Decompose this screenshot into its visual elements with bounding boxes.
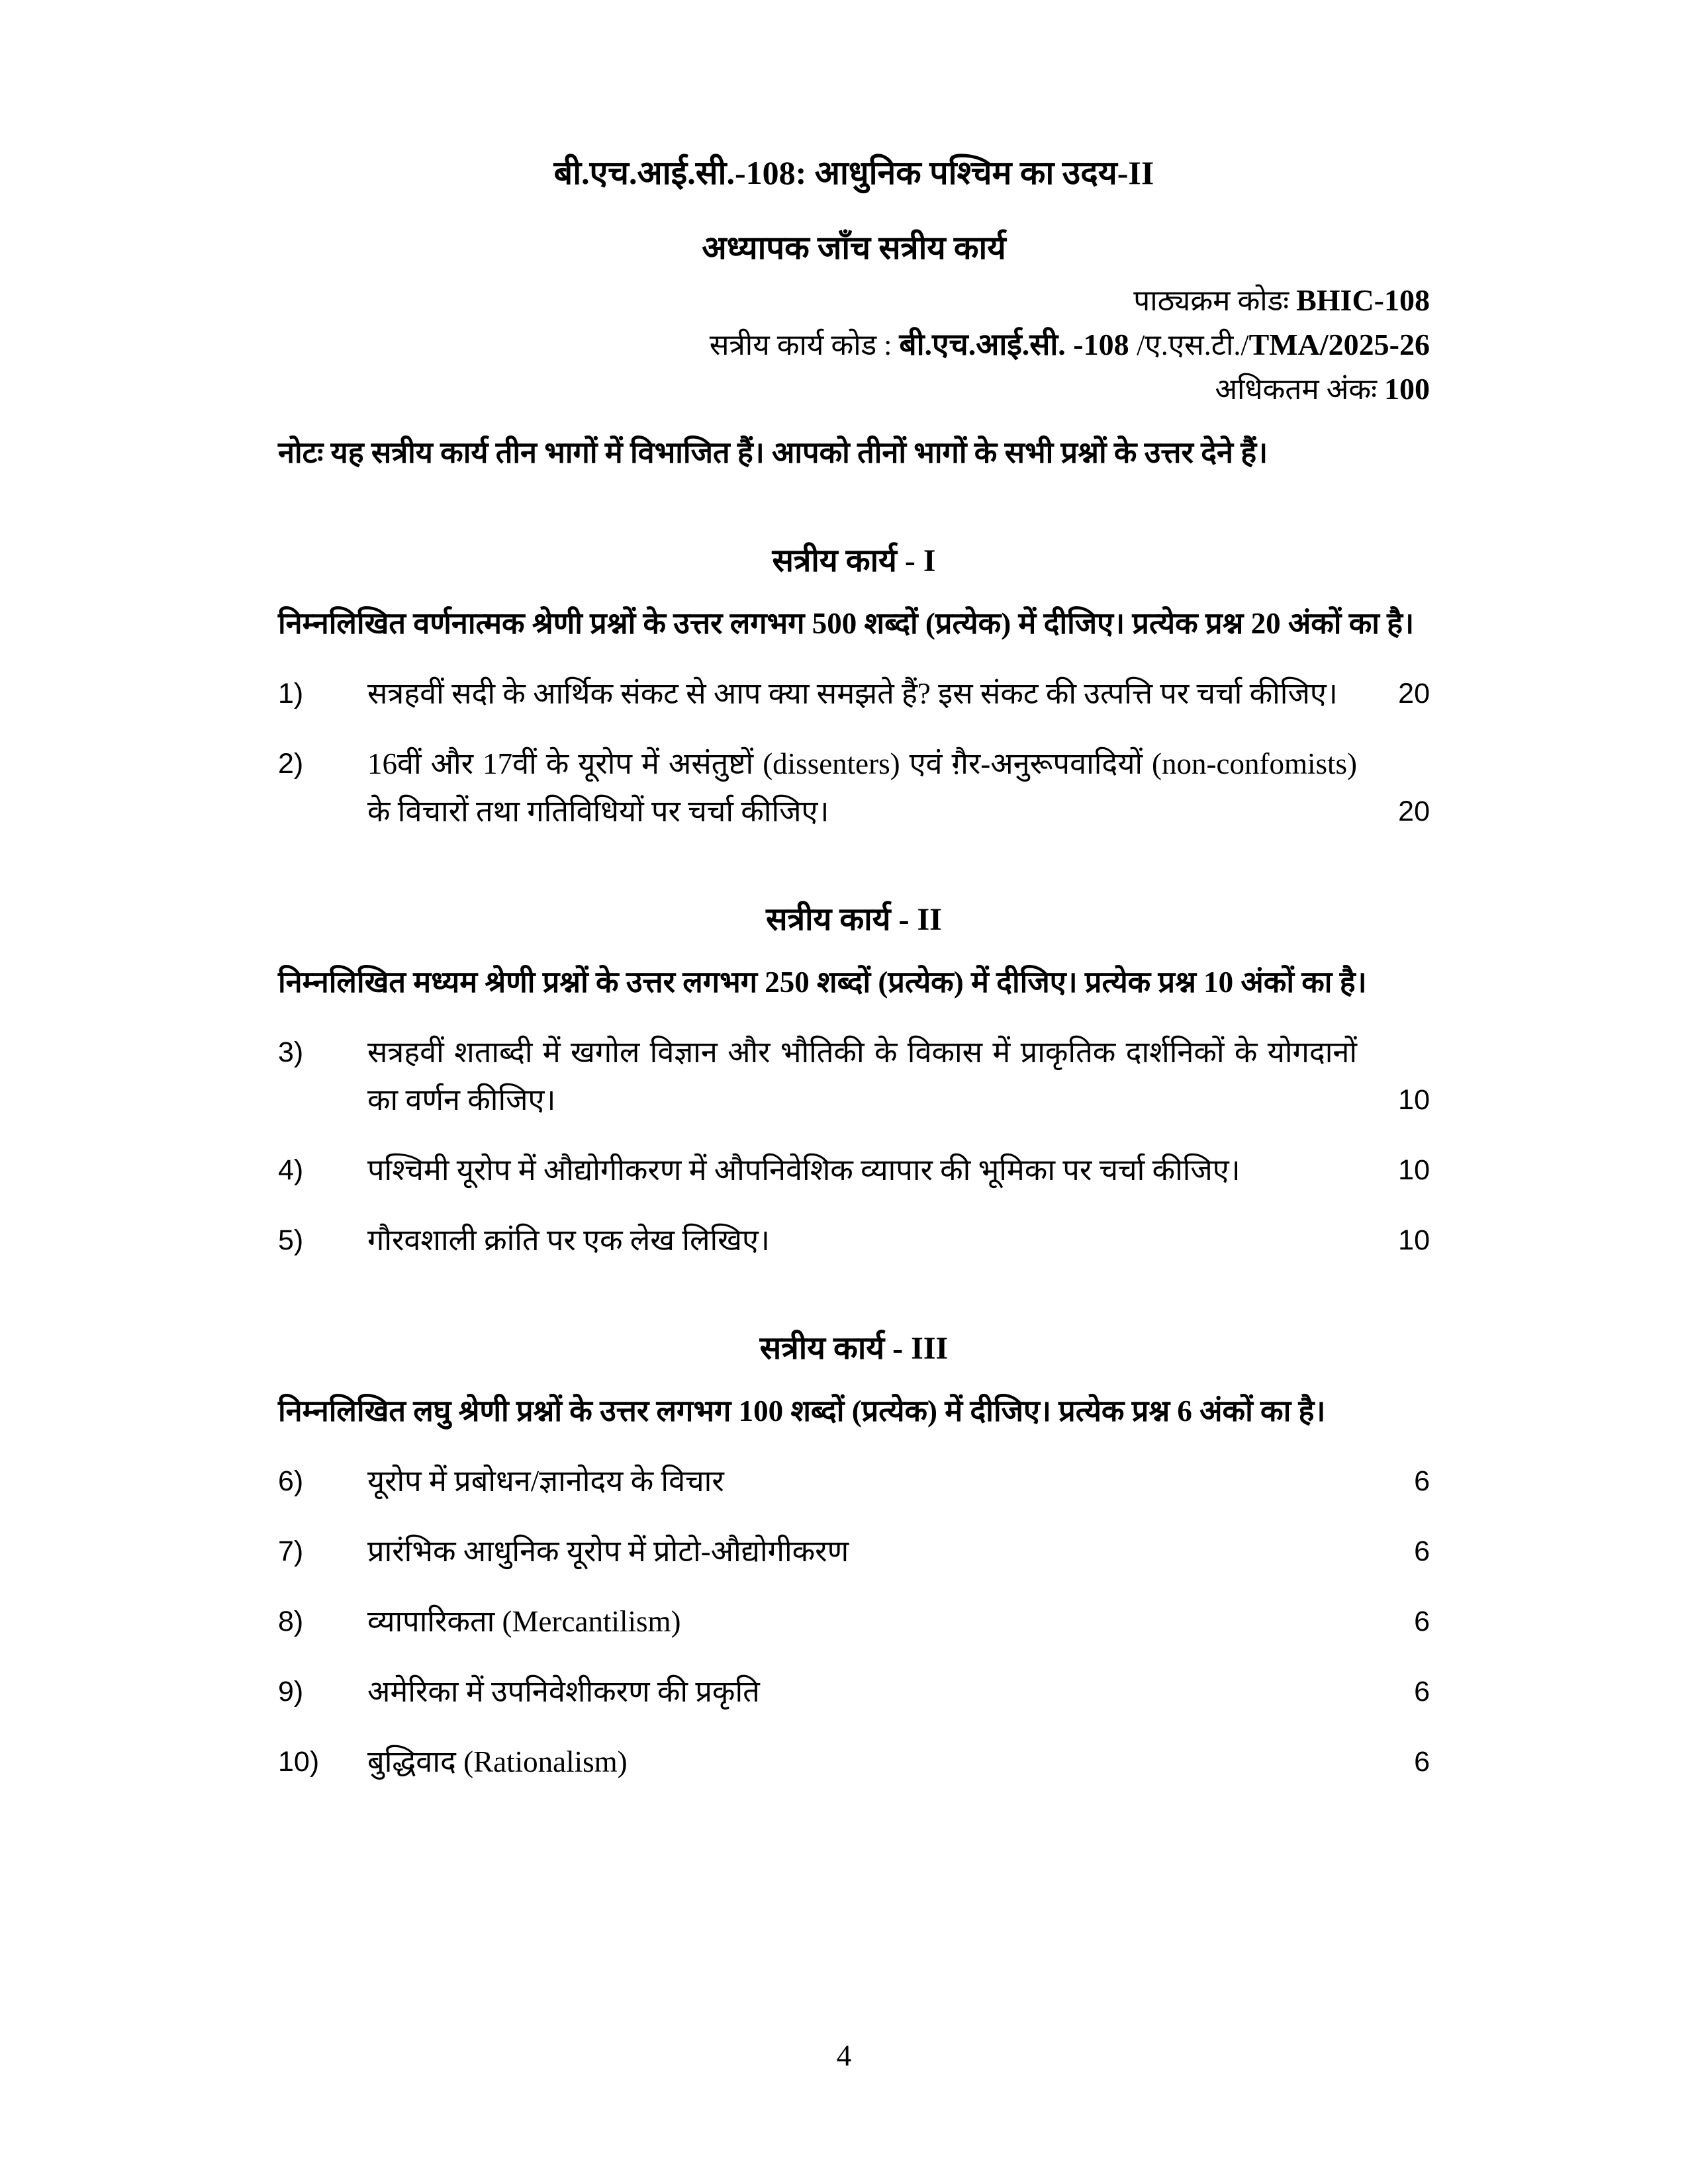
section-3-question-list bbox=[278, 1457, 1430, 1786]
question-marks: 10 bbox=[1398, 1084, 1430, 1116]
question-text: 16वीं और 17वीं के यूरोप में असंतुष्टों (dissenters) एवं ग़ैर-अनुरूपवादियों (non-confomists) के विचारों तथा गतिविधियों पर चर्चा कीजिए। bbox=[367, 747, 1357, 828]
question-text: व्यापारिकता (Mercantilism) bbox=[367, 1605, 681, 1638]
section-2 bbox=[278, 896, 1430, 1264]
section-1-heading: सत्रीय कार्य - I bbox=[772, 543, 936, 578]
page-subtitle: अध्यापक जाँच सत्रीय कार्य bbox=[702, 230, 1006, 266]
question-marks: 10 bbox=[1398, 1224, 1430, 1256]
question-marks: 10 bbox=[1398, 1154, 1430, 1186]
question-marks: 6 bbox=[1414, 1606, 1430, 1637]
question-row bbox=[278, 1668, 1430, 1715]
assignment-code-value-part2: /ए.एस.टी./ bbox=[1137, 329, 1249, 361]
section-2-heading: सत्रीय कार्य - II bbox=[766, 902, 942, 937]
question-row bbox=[278, 1598, 1430, 1645]
question-number: 3) bbox=[278, 1036, 304, 1068]
question-row bbox=[278, 670, 1430, 717]
section-3-heading: सत्रीय कार्य - III bbox=[759, 1331, 949, 1366]
question-marks: 20 bbox=[1398, 796, 1430, 827]
assignment-code-line bbox=[278, 323, 1430, 367]
question-text: प्रारंभिक आधुनिक यूरोप में प्रोटो-औद्योगीकरण bbox=[367, 1535, 849, 1568]
section-3 bbox=[278, 1325, 1430, 1786]
section-2-question-list bbox=[278, 1028, 1430, 1264]
page-number: 4 bbox=[836, 2039, 852, 2072]
question-row bbox=[278, 1527, 1430, 1575]
question-row bbox=[278, 1146, 1430, 1194]
question-number: 2) bbox=[278, 748, 304, 780]
question-text: सत्रहवीं सदी के आर्थिक संकट से आप क्या समझते हैं? इस संकट की उत्पत्ति पर चर्चा कीजिए। bbox=[367, 677, 1338, 710]
max-marks-line bbox=[278, 367, 1430, 412]
question-marks: 6 bbox=[1414, 1465, 1430, 1497]
question-number: 1) bbox=[278, 678, 304, 709]
question-text: यूरोप में प्रबोधन/ज्ञानोदय के विचार bbox=[367, 1465, 724, 1498]
question-text: अमेरिका में उपनिवेशीकरण की प्रकृति bbox=[367, 1675, 760, 1708]
question-row bbox=[278, 1457, 1430, 1505]
question-text: पश्चिमी यूरोप में औद्योगीकरण में औपनिवेशिक व्यापार की भूमिका पर चर्चा कीजिए। bbox=[367, 1154, 1241, 1187]
section-3-intro: निम्नलिखित लघु श्रेणी प्रश्नों के उत्तर लगभग 100 शब्दों (प्रत्येक) में दीजिए। प्रत्येक प्रश्न 6 अंकों का है। bbox=[278, 1394, 1326, 1428]
question-marks: 6 bbox=[1414, 1535, 1430, 1567]
question-number: 9) bbox=[278, 1676, 304, 1707]
course-code-value: BHIC-108 bbox=[1296, 283, 1430, 317]
question-text: सत्रहवीं शताब्दी में खगोल विज्ञान और भौतिकी के विकास में प्राकृतिक दार्शनिकों के योगदानों का वर्णन कीजिए। bbox=[367, 1036, 1357, 1116]
question-marks: 20 bbox=[1398, 678, 1430, 709]
max-marks-label: अधिकतम अंकः bbox=[1215, 373, 1384, 406]
question-marks: 6 bbox=[1414, 1676, 1430, 1707]
question-text: बुद्धिवाद (Rationalism) bbox=[367, 1745, 628, 1778]
assignment-code-label: सत्रीय कार्य कोड : bbox=[709, 329, 900, 361]
page-title: बी.एच.आई.सी.-108: आधुनिक पश्चिम का उदय-II bbox=[553, 154, 1154, 191]
question-number: 10) bbox=[278, 1746, 320, 1778]
course-code-block bbox=[278, 279, 1430, 412]
section-1 bbox=[278, 537, 1430, 835]
question-number: 4) bbox=[278, 1154, 304, 1186]
max-marks-value: 100 bbox=[1384, 372, 1430, 406]
section-1-question-list bbox=[278, 670, 1430, 835]
assignment-code-value-part1: बी.एच.आई.सी. -108 bbox=[899, 328, 1137, 361]
instruction-note: नोटः यह सत्रीय कार्य तीन भागों में विभाजित हैं। आपको तीनों भागों के सभी प्रश्नों के उत्तर देने हैं। bbox=[278, 436, 1268, 469]
course-code-line bbox=[278, 279, 1430, 323]
course-code-label: पाठ्यक्रम कोडः bbox=[1133, 285, 1297, 317]
question-row bbox=[278, 1028, 1430, 1124]
section-1-intro: निम्नलिखित वर्णनात्मक श्रेणी प्रश्नों के उत्तर लगभग 500 शब्दों (प्रत्येक) में दीजिए। प्रत्येक प्रश्न 20 अंकों का है। bbox=[278, 607, 1415, 640]
question-row bbox=[278, 740, 1430, 835]
question-row bbox=[278, 1216, 1430, 1264]
question-number: 7) bbox=[278, 1535, 304, 1567]
question-text: गौरवशाली क्रांति पर एक लेख लिखिए। bbox=[367, 1224, 770, 1257]
section-2-intro: निम्नलिखित मध्यम श्रेणी प्रश्नों के उत्तर लगभग 250 शब्दों (प्रत्येक) में दीजिए। प्रत्येक प्रश्न 10 अंकों का है। bbox=[278, 966, 1367, 999]
assignment-code-value-part3: TMA/2025-26 bbox=[1248, 328, 1430, 361]
question-marks: 6 bbox=[1414, 1746, 1430, 1778]
question-number: 8) bbox=[278, 1606, 304, 1637]
question-number: 6) bbox=[278, 1465, 304, 1497]
question-row bbox=[278, 1738, 1430, 1786]
question-number: 5) bbox=[278, 1224, 304, 1256]
